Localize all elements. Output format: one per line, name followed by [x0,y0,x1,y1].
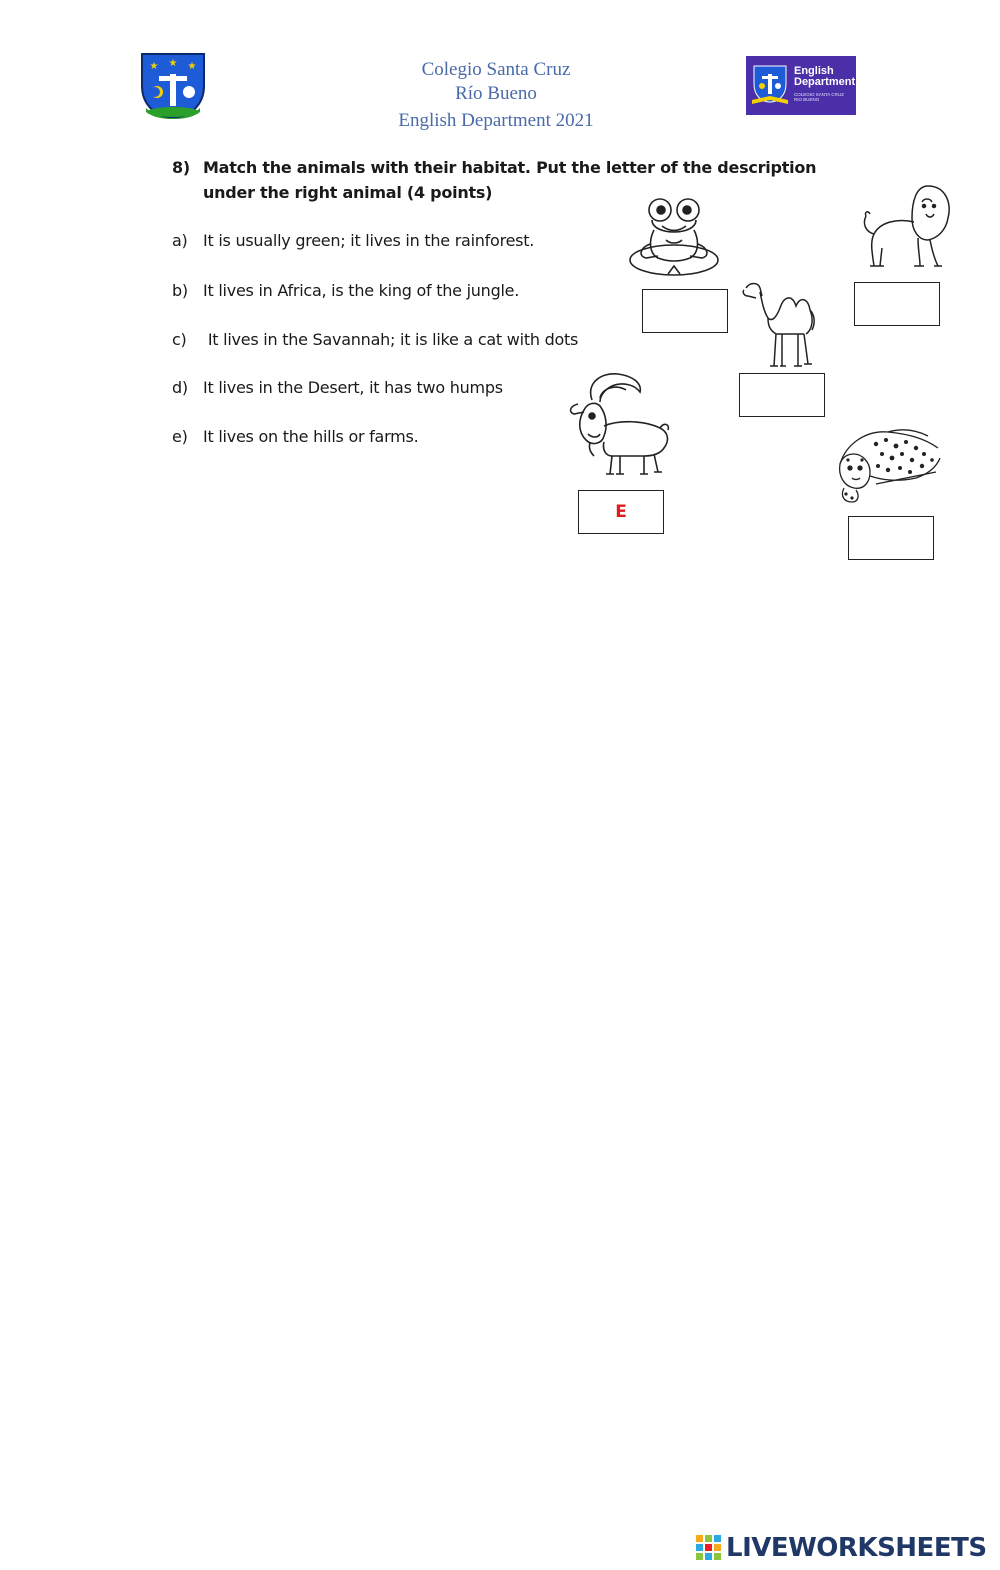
svg-text:★: ★ [149,61,159,72]
camel-image [740,278,818,375]
question-prompt [172,155,862,205]
lion-image [858,182,950,277]
description-letter: d) [172,378,188,397]
description-text: It is usually green; it lives in the rainforest. [203,231,535,250]
english-department-logo [746,56,856,115]
description-text: It lives in Africa, is the king of the jungle. [203,281,520,300]
leopard-image [836,424,942,511]
school-header [340,58,652,133]
description-letter: b) [172,281,188,300]
frog-answer-box[interactable] [642,289,728,333]
question-number: 8) [172,158,190,177]
lion-answer-box[interactable] [854,282,940,326]
school-crest-logo [140,52,206,120]
dept-shield-icon [752,64,788,106]
liveworksheets-wordmark: LIVEWORKSHEETS [726,1533,987,1563]
frog-image [628,190,720,285]
school-city: Río Bueno [455,83,537,104]
description-text: It lives in the Savannah; it is like a cat with dots [203,330,579,349]
leopard-answer-box[interactable] [848,516,934,560]
liveworksheets-grid-icon [696,1535,722,1561]
description-letter: e) [172,427,188,446]
dept-logo-subtitle: COLEGIO SANTA CRUZ RIO BUENO [794,92,844,102]
description-letter: c) [172,330,187,349]
school-name: Colegio Santa Cruz [421,59,571,80]
goat-image [564,370,674,485]
question-text: Match the animals with their habitat. Put the letter of the description under the right animal (4 points) [203,158,817,202]
description-letter: a) [172,231,188,250]
department-year: English Department 2021 [398,110,594,131]
camel-answer-box[interactable] [739,373,825,417]
dept-logo-title: English Department [794,65,856,88]
description-text: It lives on the hills or farms. [203,427,419,446]
goat-answer-box[interactable]: E [578,490,664,534]
svg-text:★: ★ [168,58,178,69]
svg-text:★: ★ [187,61,197,72]
description-text: It lives in the Desert, it has two humps [203,378,503,397]
